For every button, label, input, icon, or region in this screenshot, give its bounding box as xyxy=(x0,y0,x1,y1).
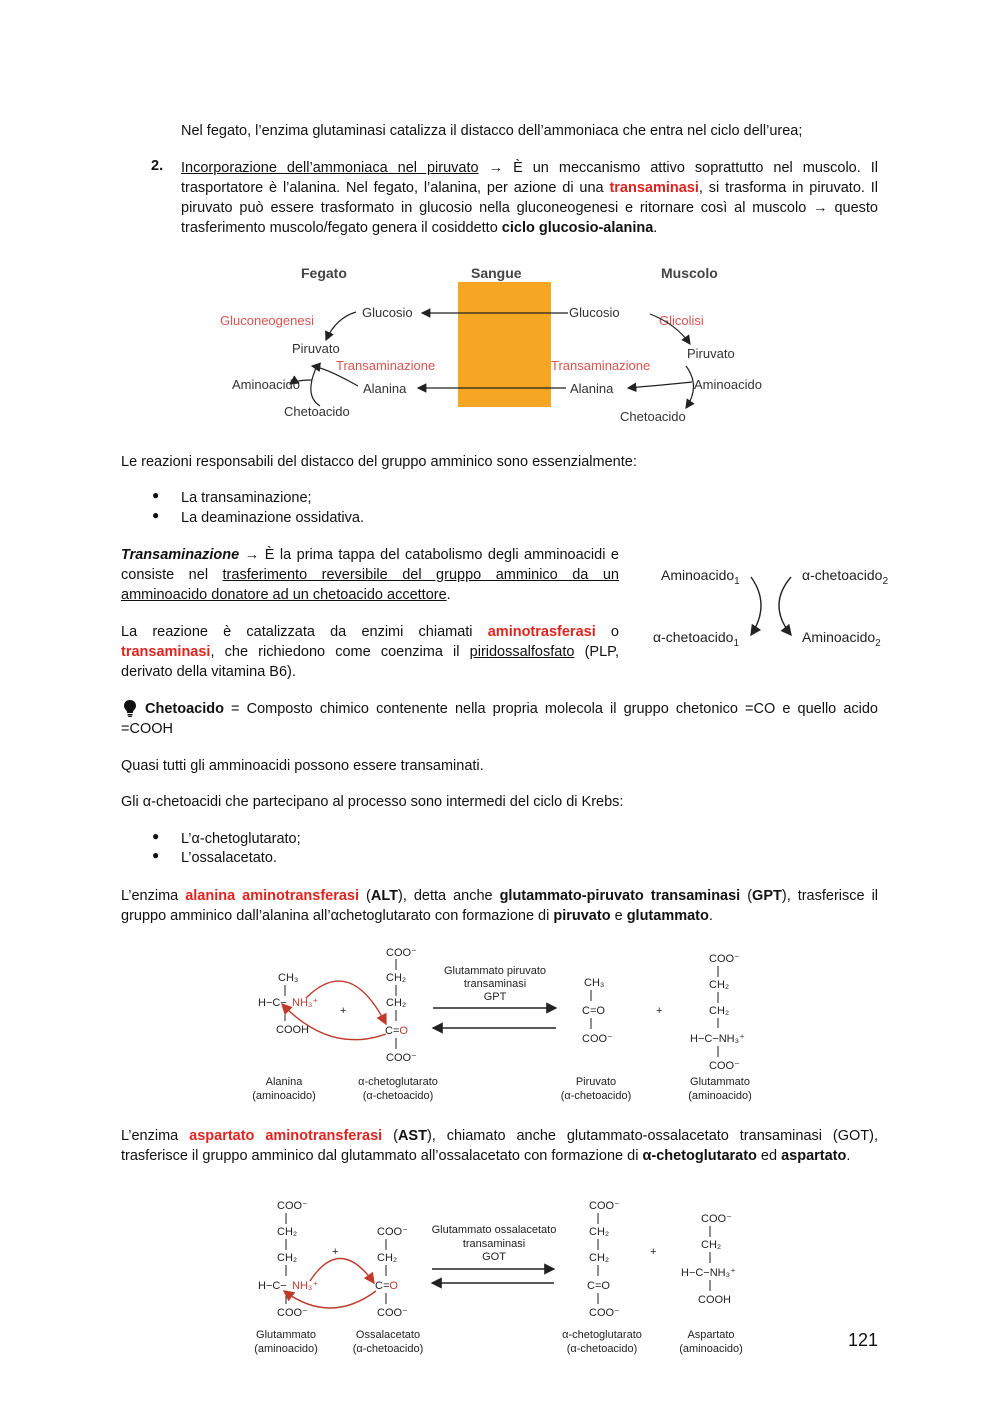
asp-ch2: CH₂ xyxy=(701,1239,722,1251)
akg-name: α-chetoglutarato xyxy=(358,1076,438,1088)
reazione-text-1: La reazione è catalizzata da enzimi chiamati xyxy=(121,624,488,640)
label-chetoacido-left: Chetoacido xyxy=(284,404,350,419)
plus-2: + xyxy=(650,1246,657,1258)
akg-coo-top: COO⁻ xyxy=(386,947,417,959)
akg-role: (α-chetoacido) xyxy=(566,1343,638,1355)
label-piruvato-left: Piruvato xyxy=(292,341,340,356)
label-alanina-left: Alanina xyxy=(363,381,407,396)
arrow-left-curve xyxy=(751,577,761,635)
alt-bold-4: piruvato xyxy=(553,908,611,924)
label-glucosio-left: Glucosio xyxy=(362,305,413,320)
arrow-piruvato-glucosio xyxy=(326,312,356,340)
label-aminoacido-left: Aminoacido xyxy=(232,377,300,392)
ast-text-1: L’enzima xyxy=(121,1128,190,1144)
ala-hc: H−C− xyxy=(258,997,287,1009)
list-item: L’ossalacetato. xyxy=(181,850,277,866)
asp-role: (aminoacido) xyxy=(679,1343,743,1355)
glu-role: (aminoacido) xyxy=(688,1090,752,1102)
note-text: = Composto chimico contenente nella propria molecola il gruppo chetonico =CO e quello acido =COOH xyxy=(121,701,878,737)
arrow-red-2 xyxy=(284,1291,376,1308)
glu-coo-top: COO⁻ xyxy=(709,953,740,965)
alt-text-5: ), trasferisce il gruppo amminico dall’alanina all’αchetoglutarato con formazione di xyxy=(121,888,879,924)
ast-red: aspartato aminotransferasi xyxy=(189,1128,383,1144)
note-title: Chetoacido xyxy=(145,701,224,717)
bullet: ● xyxy=(152,508,160,522)
oaa-ch2: CH₂ xyxy=(377,1252,398,1264)
glu-coo-top: COO⁻ xyxy=(277,1200,308,1212)
oaa-coo-bottom: COO⁻ xyxy=(377,1307,408,1319)
oaa-role: (α-chetoacido) xyxy=(352,1343,424,1355)
item2-text-2: , si trasforma in piruvato. Il piruvato può essere trasformato in glucosio nella gluconeogenesi e ritornare così al muscolo → questo trasferimento muscolo/fegato genera il cosiddetto xyxy=(181,180,879,236)
enzyme-line-2: transaminasi xyxy=(462,1238,526,1250)
label-aminoacido1 xyxy=(661,567,740,587)
pir-role: (α-chetoacido) xyxy=(560,1090,632,1102)
aminoacido1-text: Aminoacido xyxy=(661,567,735,583)
alt-bold-5: glutammato xyxy=(626,908,709,924)
enzyme-line-1: Glutammato piruvato xyxy=(443,965,547,977)
arrow-curve-left xyxy=(311,368,320,406)
pir-ch3: CH₃ xyxy=(584,977,605,989)
akg-coo-bottom: COO⁻ xyxy=(386,1052,417,1064)
arrow-right-chetoacido xyxy=(686,366,694,408)
enzyme-line-3: GPT xyxy=(483,991,507,1003)
sub-3: 1 xyxy=(733,638,740,649)
bullet: ● xyxy=(152,488,160,502)
ala-cooh: COOH xyxy=(276,1024,309,1036)
intro-paragraph xyxy=(181,121,881,141)
glu-hc: H−C− xyxy=(258,1280,287,1292)
pir-co: C=O xyxy=(582,1005,605,1017)
label-chetoacido1 xyxy=(653,629,739,649)
glu-coo-bottom: COO⁻ xyxy=(709,1060,740,1072)
glu-hc-nh3: H−C−NH₃⁺ xyxy=(690,1033,745,1045)
label-sangue: Sangue xyxy=(471,265,522,281)
quasi-text: Quasi tutti gli amminoacidi possono essere transaminati. xyxy=(121,758,484,774)
ala-nh3: NH₃⁺ xyxy=(292,997,319,1009)
oaa-coo-top: COO⁻ xyxy=(377,1226,408,1238)
glu-ch2-2: CH₂ xyxy=(709,1005,730,1017)
transaminazione-underlined: trasferimento reversibile del gruppo amminico da un amminoacido donatore ad un chetoacido accettore xyxy=(121,567,619,603)
quasi-paragraph xyxy=(121,756,881,776)
alt-text-3: ), detta anche xyxy=(397,888,500,904)
alt-red: alanina aminotransferasi xyxy=(185,888,360,904)
list-number xyxy=(151,158,163,174)
label-alanina-right: Alanina xyxy=(570,381,614,396)
akg-ch2-2: CH₂ xyxy=(386,997,407,1009)
item2-text-3: . xyxy=(653,220,658,236)
akg-co: C=O xyxy=(385,1025,408,1037)
ast-text-3: ), chiamato anche glutammato-ossalacetato transaminasi (GOT), trasferisce il gruppo amminico dal glutammato all’ossalacetato con formazione di xyxy=(121,1128,878,1164)
ala-name: Alanina xyxy=(265,1076,303,1088)
label-piruvato-right: Piruvato xyxy=(687,346,735,361)
alt-text-7: . xyxy=(708,908,713,924)
transaminazione-text-1: → È la prima tappa del catabolismo degli amminoacidi e consiste nel xyxy=(121,547,619,583)
glu-ch2-1: CH₂ xyxy=(277,1226,298,1238)
glu-role: (aminoacido) xyxy=(254,1343,318,1355)
glu-ch2-1: CH₂ xyxy=(709,979,730,991)
label-transam-right: Transaminazione xyxy=(551,358,651,373)
item2-paragraph xyxy=(181,158,878,238)
reazione-red-1: aminotrasferasi xyxy=(487,624,596,640)
label-glicolisi: Glicolisi xyxy=(659,313,704,328)
alt-bold-1: ALT xyxy=(370,888,398,904)
bullet: ● xyxy=(152,848,160,862)
glu-coo-bottom: COO⁻ xyxy=(277,1307,308,1319)
glu-ch2-2: CH₂ xyxy=(277,1252,298,1264)
bullet: ● xyxy=(152,829,160,843)
akg-coo-bottom: COO⁻ xyxy=(589,1307,620,1319)
chetoacido-note xyxy=(121,699,878,739)
label-transam-left: Transaminazione xyxy=(336,358,436,373)
label-glucosio-right: Glucosio xyxy=(569,305,620,320)
reazione-red-2: transaminasi xyxy=(121,644,211,660)
akg-ch2-2: CH₂ xyxy=(589,1252,610,1264)
reazione-text-2: o xyxy=(595,624,619,640)
alfa-text: Gli α-chetoacidi che partecipano al processo sono intermedi del ciclo di Krebs: xyxy=(121,794,624,810)
asp-cooh: COOH xyxy=(698,1294,731,1306)
plus-1: + xyxy=(332,1246,339,1258)
reazione-text-4: (PLP, derivato della vitamina B6). xyxy=(121,644,619,680)
pir-name: Piruvato xyxy=(575,1076,617,1088)
oaa-co: C=O xyxy=(375,1280,398,1292)
chetoacido2-text: α-chetoacido xyxy=(802,567,883,583)
plus-2: + xyxy=(656,1005,663,1017)
list-item: La transaminazione; xyxy=(181,490,312,506)
ast-text-2: ( xyxy=(382,1128,398,1144)
alt-text-2: ( xyxy=(359,888,371,904)
glu-name: Glutammato xyxy=(256,1329,316,1341)
oaa-name: Ossalacetato xyxy=(355,1329,421,1341)
reazioni-paragraph xyxy=(121,452,881,472)
akg-coo-top: COO⁻ xyxy=(589,1200,620,1212)
sub-1: 1 xyxy=(734,576,740,587)
akg-ch2-1: CH₂ xyxy=(386,972,407,984)
page-number: 121 xyxy=(848,1330,879,1350)
akg-co: C=O xyxy=(587,1280,610,1292)
arrow-red-1 xyxy=(310,1258,374,1283)
transaminazione-paragraph xyxy=(121,545,619,605)
glucose-alanine-cycle-diagram xyxy=(216,256,778,428)
akg-role: (α-chetoacido) xyxy=(362,1090,434,1102)
ast-reaction-diagram xyxy=(240,1195,762,1361)
transaminazione-title: Transaminazione xyxy=(121,547,240,563)
sub-2: 2 xyxy=(882,576,889,587)
transamination-scheme xyxy=(645,555,895,655)
label-aminoacido2 xyxy=(802,629,881,649)
list-item: L’α-chetoglutarato; xyxy=(181,831,301,847)
ast-text-4: ed xyxy=(756,1148,782,1164)
sub-4: 2 xyxy=(875,638,881,649)
label-gluconeogenesi: Gluconeogenesi xyxy=(220,313,314,328)
ast-text-5: . xyxy=(846,1148,851,1164)
ast-bold-2: α-chetoglutarato xyxy=(642,1148,757,1164)
enzyme-line-2: transaminasi xyxy=(463,978,527,990)
arrow-right-curve xyxy=(779,577,791,635)
reazione-text-3: , che richiedono come coenzima il xyxy=(210,644,470,660)
alt-bold-3: GPT xyxy=(752,888,782,904)
asp-hc-nh3: H−C−NH₃⁺ xyxy=(681,1267,736,1279)
alt-text-1: L’enzima xyxy=(121,888,186,904)
ala-role: (aminoacido) xyxy=(252,1090,316,1102)
label-aminoacido-right: Aminoacido xyxy=(694,377,762,392)
asp-name: Aspartato xyxy=(687,1329,735,1341)
aminoacido2-text: Aminoacido xyxy=(802,629,876,645)
label-chetoacido-right: Chetoacido xyxy=(620,409,686,424)
label-muscolo: Muscolo xyxy=(661,265,718,281)
asp-coo-top: COO⁻ xyxy=(701,1213,732,1225)
enzyme-line-3: GOT xyxy=(482,1251,506,1263)
list-item: La deaminazione ossidativa. xyxy=(181,510,364,526)
label-fegato: Fegato xyxy=(301,265,347,281)
label-chetoacido2 xyxy=(802,567,888,587)
reazione-paragraph xyxy=(121,622,619,682)
item2-title: Incorporazione dell’ammoniaca nel piruvato xyxy=(181,160,479,176)
item2-text-1: → È un meccanismo attivo soprattutto nel muscolo. Il trasportatore è l’alanina. Nel fegato, l’alanina, per azione di una xyxy=(181,160,879,196)
item2-bold: ciclo glucosio-alanina xyxy=(501,220,654,236)
ala-ch3: CH₃ xyxy=(278,972,299,984)
transaminazione-text-2: . xyxy=(446,587,451,603)
glu-name: Glutammato xyxy=(690,1076,750,1088)
glu-nh3: NH₃⁺ xyxy=(292,1280,319,1292)
reazione-underlined: piridossalfosfato xyxy=(469,644,575,660)
akg-ch2-1: CH₂ xyxy=(589,1226,610,1238)
chetoacido1-text: α-chetoacido xyxy=(653,629,734,645)
alt-reaction-diagram xyxy=(240,944,762,1108)
intro-text: Nel fegato, l’enzima glutaminasi catalizza il distacco dell’ammoniaca che entra nel ciclo dell’urea; xyxy=(181,123,803,139)
alt-paragraph xyxy=(121,886,878,926)
enzyme-line-1: Glutammato ossalacetato xyxy=(431,1224,557,1236)
alt-text-6: e xyxy=(610,908,627,924)
item-number: 2. xyxy=(151,158,164,174)
ast-bold-3: aspartato xyxy=(781,1148,847,1164)
ast-paragraph xyxy=(121,1126,878,1166)
reazioni-text: Le reazioni responsabili del distacco del gruppo amminico sono essenzialmente: xyxy=(121,454,637,470)
item2-highlight: transaminasi xyxy=(609,180,699,196)
alt-text-4: ( xyxy=(740,888,753,904)
plus-1: + xyxy=(340,1005,347,1017)
pir-coo: COO⁻ xyxy=(582,1033,613,1045)
alt-bold-2: glutammato-piruvato transaminasi xyxy=(499,888,741,904)
ast-bold-1: AST xyxy=(397,1128,427,1144)
arrow-right-alanina xyxy=(628,382,692,388)
alfa-paragraph xyxy=(121,792,881,812)
akg-name: α-chetoglutarato xyxy=(562,1329,642,1341)
